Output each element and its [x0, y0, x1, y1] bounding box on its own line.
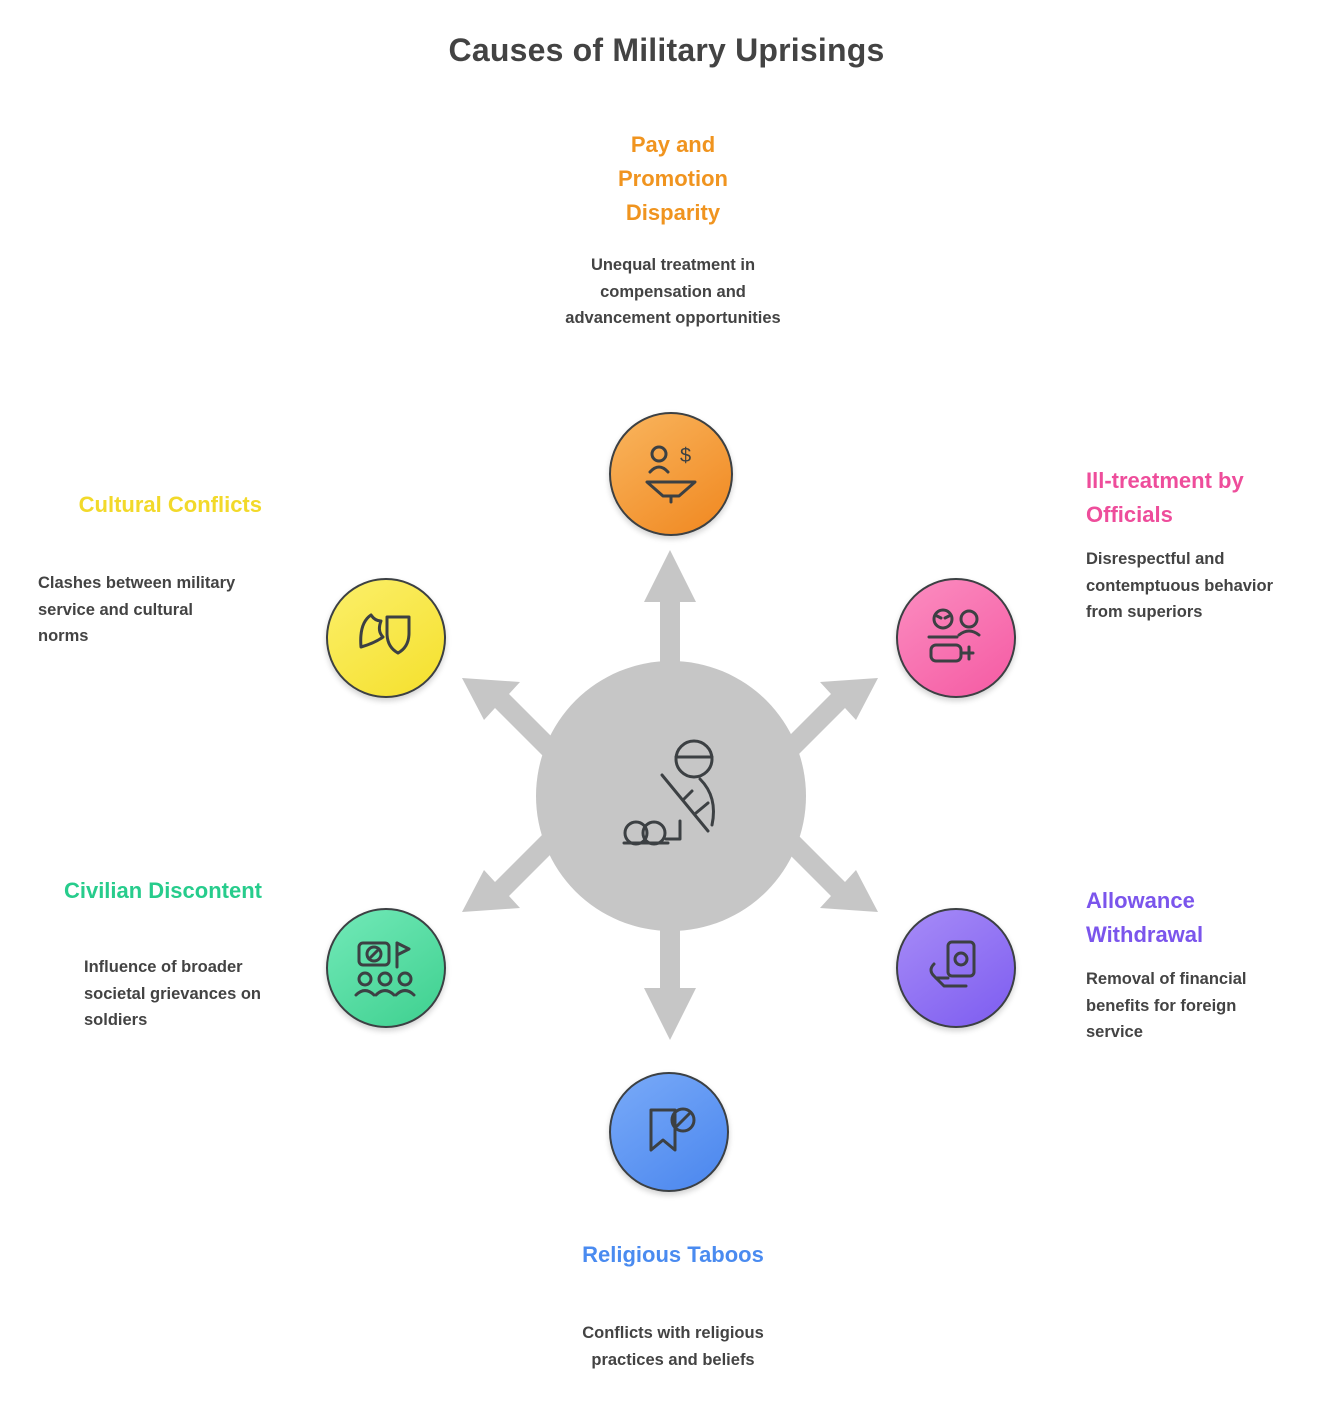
node-icon-cultural-conflicts[interactable] [326, 578, 446, 698]
mask-and-shield-icon [351, 603, 421, 673]
node-title-ill-treatment-by-officials: Ill-treatment by Officials [1086, 468, 1244, 528]
node-desc-pay-and-promotion-disparity: Unequal treatment in compensation and advancement opportunities [565, 256, 781, 328]
node-title-cultural-conflicts: Cultural Conflicts [78, 492, 262, 517]
node-icon-pay-and-promotion-disparity[interactable] [609, 412, 733, 536]
node-desc-cultural-conflicts: Clashes between military service and cultural norms [38, 574, 236, 646]
banner-with-symbol-icon [635, 1098, 703, 1166]
node-icon-civilian-discontent[interactable] [326, 908, 446, 1028]
node-icon-ill-treatment-by-officials[interactable] [896, 578, 1016, 698]
hand-holding-payment-icon [922, 934, 990, 1002]
node-title-allowance-withdrawal: Allowance Withdrawal [1086, 888, 1204, 948]
person-and-dollar-icon [635, 438, 707, 510]
node-title-religious-taboos: Religious Taboos [582, 1242, 764, 1267]
node-desc-ill-treatment-by-officials: Disrespectful and contemptuous behavior from superiors [1086, 550, 1274, 622]
protest-crowd-icon [351, 933, 421, 1003]
page-title: Causes of Military Uprisings [448, 32, 885, 68]
center-hub [536, 661, 806, 931]
node-icon-religious-taboos[interactable] [609, 1072, 729, 1192]
node-desc-allowance-withdrawal: Removal of financial benefits for foreign service [1086, 970, 1247, 1042]
node-title-civilian-discontent: Civilian Discontent [63, 878, 262, 903]
node-icon-allowance-withdrawal[interactable] [896, 908, 1016, 1028]
node-title-pay-and-promotion-disparity: Pay and Promotion Disparity [618, 132, 728, 226]
angry-superior-icon [921, 603, 991, 673]
node-desc-religious-taboos: Conflicts with religious practices and beliefs [582, 1324, 764, 1369]
svg-text:$: $ [680, 445, 692, 467]
soldier-with-rifle-icon [596, 721, 746, 871]
node-desc-civilian-discontent: Influence of broader societal grievances on soldiers [84, 958, 261, 1030]
